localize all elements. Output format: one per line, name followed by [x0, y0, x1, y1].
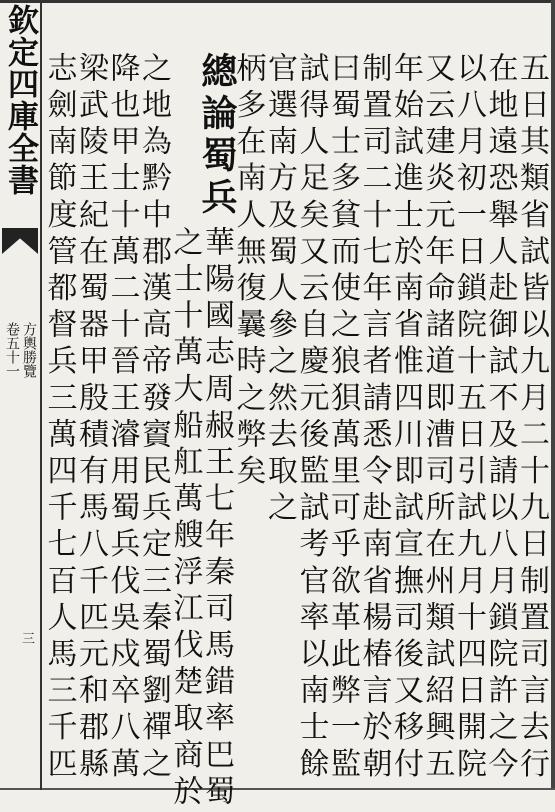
text-column: 又云建炎元年命諸道即漕司所在州類試紹興五: [419, 52, 455, 784]
text-column: 華陽國志周赧王七年秦司馬錯率巴蜀: [199, 226, 234, 812]
text-column: 梁武陵王紀在蜀器甲殷積有馬八千匹元和郡縣: [73, 52, 108, 784]
text-column: 以八月初一日鎖院十五日引試九月十四日開院: [451, 52, 486, 784]
text-column: 曰蜀士多貧而使之狼狽萬里可乎欲革此弊一監: [325, 52, 360, 784]
text-column: 試得人足矣又云自慶元後監試考官率以南士餘: [293, 52, 329, 784]
section-heading: 總論蜀兵: [196, 52, 238, 220]
text-column: 降也甲士十萬二十晉王濬用蜀兵伐吳戍卒八萬: [104, 52, 140, 784]
volume-label: 卷五十一: [4, 322, 20, 378]
text-column: 在地遠恐舉人赴御試不及請以八月鎖院許之今: [482, 52, 518, 784]
page-border-top: [0, 0, 555, 3]
text-column: 制置司二十七年言者請悉令赴南省楊椿言於朝: [356, 52, 392, 784]
text-column: 志劍南節度管都督兵三萬四千七百人馬三千匹: [41, 52, 77, 784]
book-title: 方輿勝覽: [21, 322, 37, 378]
page-border-right: [551, 0, 555, 790]
text-column: 之地為黔中郡漢高帝發賨民兵定三秦蜀劉禪之: [136, 52, 171, 784]
collection-title: 欽定四庫全書: [2, 4, 38, 196]
page-number: 三: [22, 632, 36, 647]
page-margin: [0, 0, 42, 790]
text-column: 之士十萬大船舡萬艘浮江伐楚取商於: [167, 226, 203, 812]
text-column: 五日其類省試皆以九月二十九日制置司言去行: [514, 52, 549, 784]
text-column: 年始試進士於南省惟四川即試宣撫司後又移付: [388, 52, 423, 784]
text-column: 官選南方及蜀人參之然去取之: [262, 52, 297, 528]
text-column: 柄多在南人無復曩時之弊矣: [230, 52, 266, 492]
fishtail-mark-icon: [2, 228, 38, 254]
